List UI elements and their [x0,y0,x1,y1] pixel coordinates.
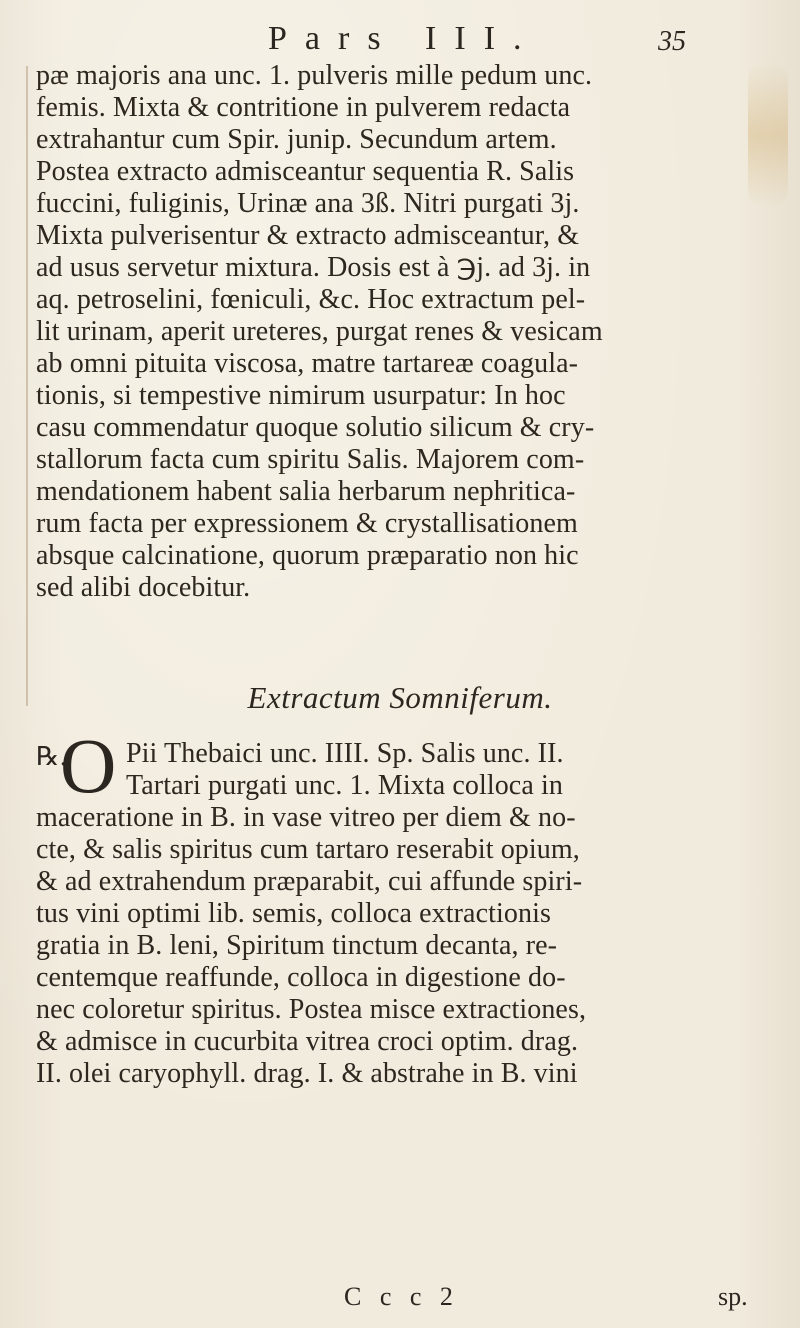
text-line: maceratione in B. in vase vitreo per diem & no- [36,802,576,833]
text-line: nec coloretur spiritus. Postea misce extractiones, [36,994,587,1025]
text-line: ab omni pituita viscosa, matre tartareæ coagula- [36,348,579,379]
text-line: Mixta pulverisentur & extracto admisceantur, & [36,220,580,251]
text-line: sed alibi docebitur. [36,572,251,603]
text-line: ad usus servetur mixtura. Dosis est à ℈j. ad 3j. in [36,252,591,283]
text-line: lit urinam, aperit ureteres, purgat renes & vesicam [36,316,603,347]
text-line: & admisce in cucurbita vitrea croci optim. drag. [36,1026,579,1057]
text-line: Tartari purgati unc. 1. Mixta colloca in [126,770,563,801]
catchword: sp. [718,1282,748,1311]
text-line: Postea extracto admisceantur sequentia R. Salis [36,156,575,187]
text-line: fuccini, fuliginis, Urinæ ana 3ß. Nitri purgati 3j. [36,188,580,219]
text-line: absque calcinatione, quorum præparatio non hic [36,540,579,571]
text-line: & ad extrahendum præparabit, cui affunde spiri- [36,866,583,897]
section-heading: Extractum Somniferum. [247,680,553,715]
margin-rule [26,66,28,706]
page-footer [0,1282,800,1318]
page-header [0,12,800,56]
page-number: 35 [658,26,686,57]
text-line: cte, & salis spiritus cum tartaro reserabit opium, [36,834,580,865]
text-line: pæ majoris ana unc. 1. pulveris mille pedum unc. [36,60,593,91]
text-line: stallorum facta cum spiritu Salis. Majorem com- [36,444,585,475]
recipe-paragraph [36,738,776,1090]
running-head: Pars III. [268,20,540,57]
text-line: centemque reaffunde, colloca in digestione do- [36,962,566,993]
text-line: extrahantur cum Spir. junip. Secundum artem. [36,124,557,155]
drop-cap-letter: O [60,722,117,809]
text-line: Pii Thebaici unc. IIII. Sp. Salis unc. II. [126,738,564,769]
text-line: tionis, si tempestive nimirum usurpatur: In hoc [36,380,566,411]
text-line: casu commendatur quoque solutio silicum & cry- [36,412,595,443]
body-paragraph [36,60,776,604]
text-line: II. olei caryophyll. drag. I. & abstrahe in B. vini [36,1058,578,1089]
text-line: femis. Mixta & contritione in pulverem redacta [36,92,571,123]
text-line: rum facta per expressionem & crystallisationem [36,508,578,539]
text-line: aq. petroselini, fœniculi, &c. Hoc extractum pel- [36,284,586,315]
text-line: gratia in B. leni, Spiritum tinctum decanta, re- [36,930,558,961]
text-line: mendationem habent salia herbarum nephritica- [36,476,576,507]
signature-mark: C c c 2 [344,1282,459,1311]
text-line: tus vini optimi lib. semis, colloca extractionis [36,898,551,929]
recipe-symbol: ℞. [36,742,68,772]
